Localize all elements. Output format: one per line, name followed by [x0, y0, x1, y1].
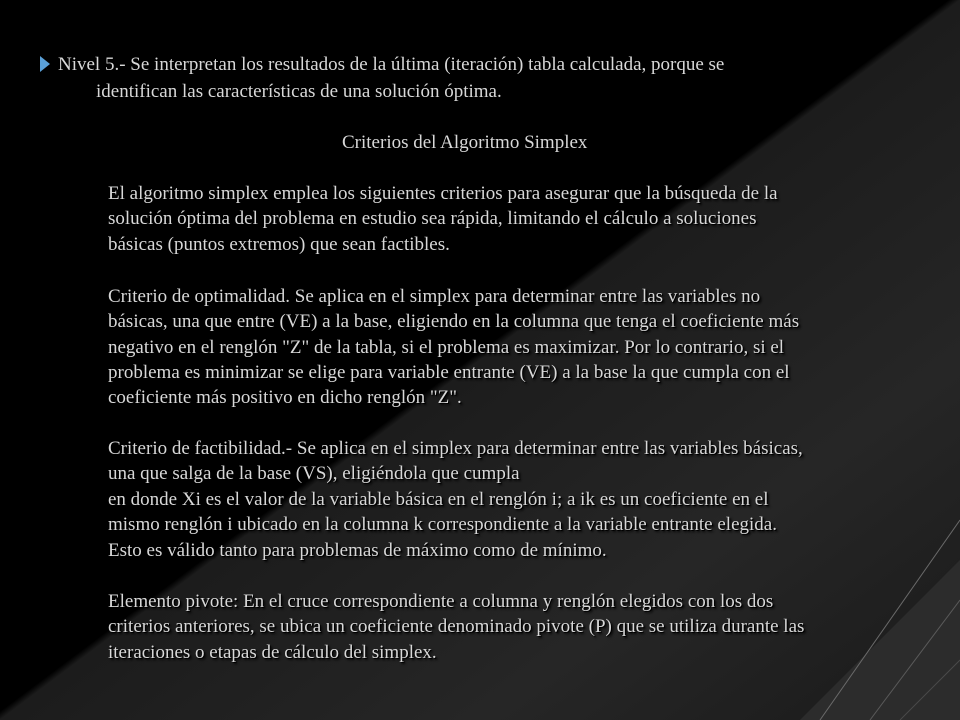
paragraph-4-line-1: Elemento pivote: En el cruce correspondiente a columna y renglón elegidos con los dos — [108, 591, 774, 612]
paragraph-3-line-1: Criterio de factibilidad.- Se aplica en el simplex para determinar entre las variables básicas, — [108, 438, 803, 459]
paragraph-3-line-2: una que salga de la base (VS), eligiéndola que cumpla — [108, 463, 520, 484]
paragraph-3-line-3: en donde Xi es el valor de la variable básica en el renglón i; a ik es un coeficiente en el — [108, 489, 769, 510]
paragraph-4-line-2: criterios anteriores, se ubica un coeficiente denominado pivote (P) que se utiliza durante las — [108, 616, 805, 637]
paragraph-1-line-2: solución óptima del problema en estudio sea rápida, limitando el cálculo a soluciones — [108, 208, 757, 229]
paragraph-4-line-3: iteraciones o etapas de cálculo del simplex. — [108, 642, 437, 663]
paragraph-2-line-5: coeficiente más positivo en dicho renglón "Z". — [108, 387, 462, 408]
paragraph-2-line-2: básicas, una que entre (VE) a la base, eligiendo en la columna que tenga el coeficiente más — [108, 311, 800, 332]
paragraph-3-line-5: Esto es válido tanto para problemas de máximo como de mínimo. — [108, 540, 607, 561]
paragraph-2-line-1: Criterio de optimalidad. Se aplica en el simplex para determinar entre las variables no — [108, 286, 761, 307]
paragraph-2-line-4: problema es minimizar se elige para variable entrante (VE) a la base la que cumpla con el — [108, 362, 790, 383]
paragraph-1-line-3: básicas (puntos extremos) que sean factibles. — [108, 234, 450, 255]
paragraph-1-line-1: El algoritmo simplex emplea los siguientes criterios para asegurar que la búsqueda de la — [108, 183, 778, 204]
intro-line-1: Nivel 5.- Se interpretan los resultados de la última (iteración) tabla calculada, porque se — [58, 54, 725, 75]
paragraph-3-line-4: mismo renglón i ubicado en la columna k correspondiente a la variable entrante elegida. — [108, 514, 777, 535]
paragraph-2-line-3: negativo en el renglón "Z" de la tabla, si el problema es maximizar. Por lo contrario, si el — [108, 337, 785, 358]
intro-line-2: identifican las características de una solución óptima. — [96, 81, 502, 102]
section-title: Criterios del Algoritmo Simplex — [342, 132, 588, 153]
